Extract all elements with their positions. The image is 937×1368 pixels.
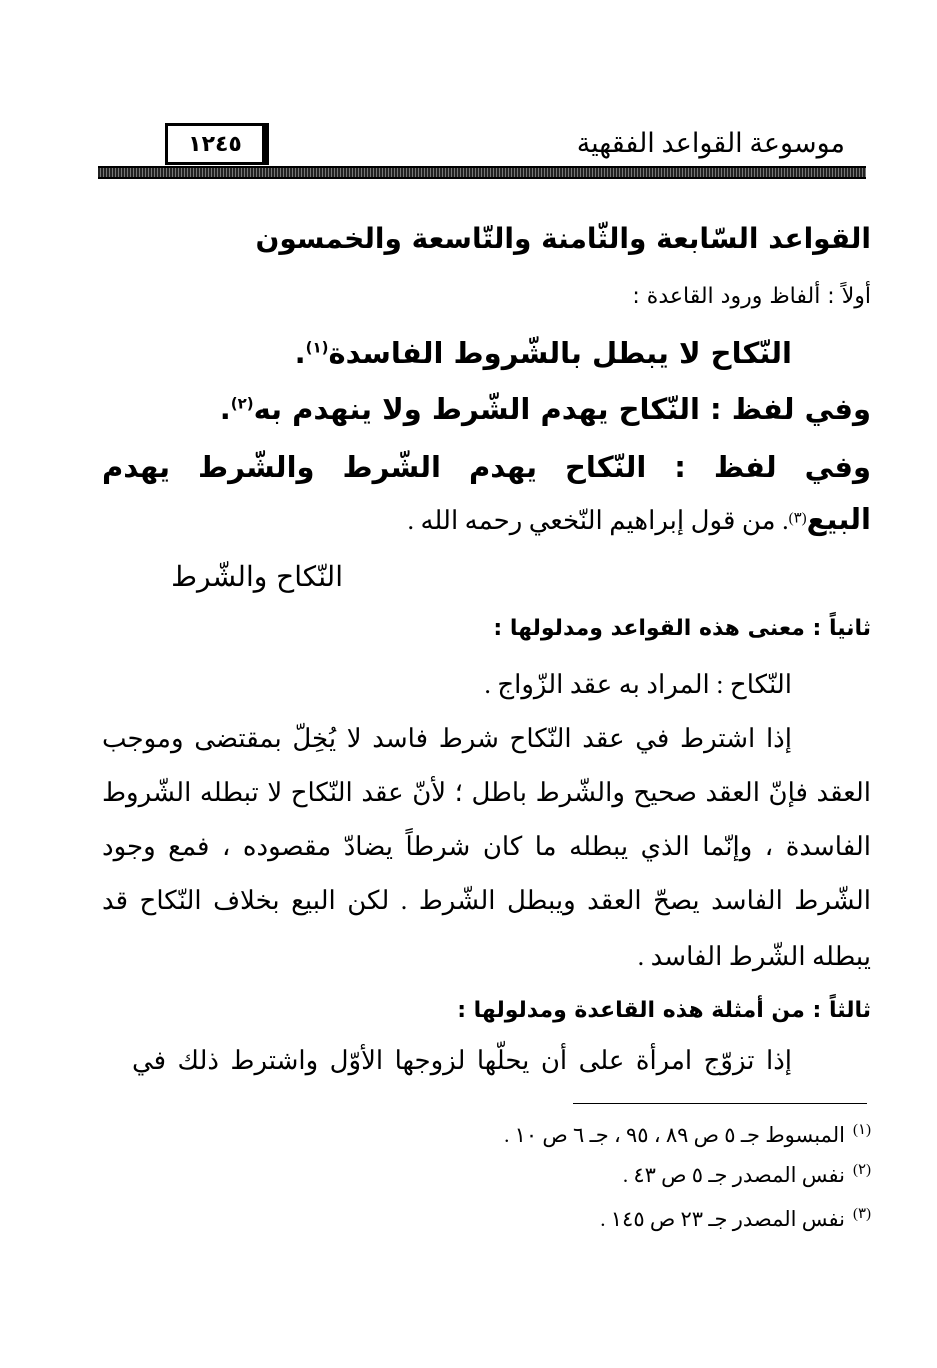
running-header-title: موسوعة القواعد الفقهية — [576, 128, 845, 158]
rule-3-text-1: النّكاح يهدم الشّرط والشّرط يهدم — [102, 450, 647, 484]
paragraph-line-4: الشّرط الفاسد يصحّ العقد ويبطل الشّرط . لكن البيع بخلاف النّكاح قد — [102, 886, 871, 915]
footnote-1 — [504, 1120, 871, 1148]
footnote-3-number: (٣) — [852, 1206, 871, 1222]
section-1-title: أولاً : ألفاظ ورود القاعدة : — [632, 284, 871, 309]
rule-2-prefix: وفي لفظ : — [710, 392, 871, 426]
rule-3-text-2: البيع — [806, 502, 871, 536]
side-title: النّكاح والشّرط — [171, 560, 343, 593]
footnote-divider — [573, 1103, 867, 1104]
footnote-3 — [600, 1204, 871, 1232]
header-rule — [98, 166, 866, 179]
footnote-2-text: نفس المصدر جـ ٥ ص ٤٣ . — [622, 1163, 845, 1187]
paragraph-line-2: العقد فإنّ العقد صحيح والشّرط باطل ؛ لأنّ عقد النّكاح لا تبطله الشّروط — [102, 778, 871, 807]
page-number: ١٢٤٥ — [165, 123, 269, 165]
rule-1-period: . — [294, 336, 306, 370]
section-2-title: ثانياً : معنى هذه القواعد ومدلولها : — [493, 616, 871, 641]
rule-3-line-1 — [102, 450, 871, 484]
footnote-2 — [623, 1160, 871, 1188]
paragraph-line-3: الفاسدة ، وإنّما الذي يبطله ما كان شرطاً يضادّ مقصوده ، فمع وجود — [102, 832, 871, 861]
footnote-3-text: نفس المصدر جـ ٢٣ ص ١٤٥ . — [600, 1207, 845, 1231]
rule-1-line — [295, 336, 792, 370]
section-3-title: ثالثاً : من أمثلة هذه القاعدة ومدلولها : — [457, 998, 871, 1023]
footnote-ref-2[interactable]: (٢) — [230, 394, 254, 413]
footnote-1-number: (١) — [852, 1122, 871, 1138]
rule-3-prefix: وفي لفظ : — [674, 450, 872, 484]
rule-2-text: النّكاح يهدم الشّرط ولا ينهدم به — [253, 392, 700, 426]
rule-3-source: . من قول إبراهيم النّخعي رحمه الله . — [407, 506, 789, 535]
rule-2-line — [220, 392, 871, 426]
footnote-2-number: (٢) — [852, 1162, 871, 1178]
rule-2-period: . — [219, 392, 231, 426]
definition-line: النّكاح : المراد به عقد الزّواج . — [484, 670, 792, 699]
paragraph-line-1: إذا اشترط في عقد النّكاح شرط فاسد لا يُخِلّ بمقتضى وموجب — [102, 724, 792, 753]
footnote-1-text: المبسوط جـ ٥ ص ٨٩ ، ٩٥ ، جـ ٦ ص ١٠ . — [504, 1123, 845, 1147]
example-paragraph-line: إذا تزوّج امرأة على أن يحلّها لزوجها الأوّل واشترط ذلك في — [132, 1046, 792, 1075]
footnote-ref-1[interactable]: (١) — [305, 338, 329, 357]
rule-1-text: النّكاح لا يبطل بالشّروط الفاسدة — [328, 336, 792, 370]
footnote-ref-3[interactable]: (٣) — [788, 510, 807, 527]
rule-3-line-2 — [407, 502, 871, 536]
paragraph-line-5: يبطله الشّرط الفاسد . — [637, 942, 871, 971]
main-heading: القواعد السّابعة والثّامنة والتّاسعة والخمسون — [255, 222, 871, 255]
